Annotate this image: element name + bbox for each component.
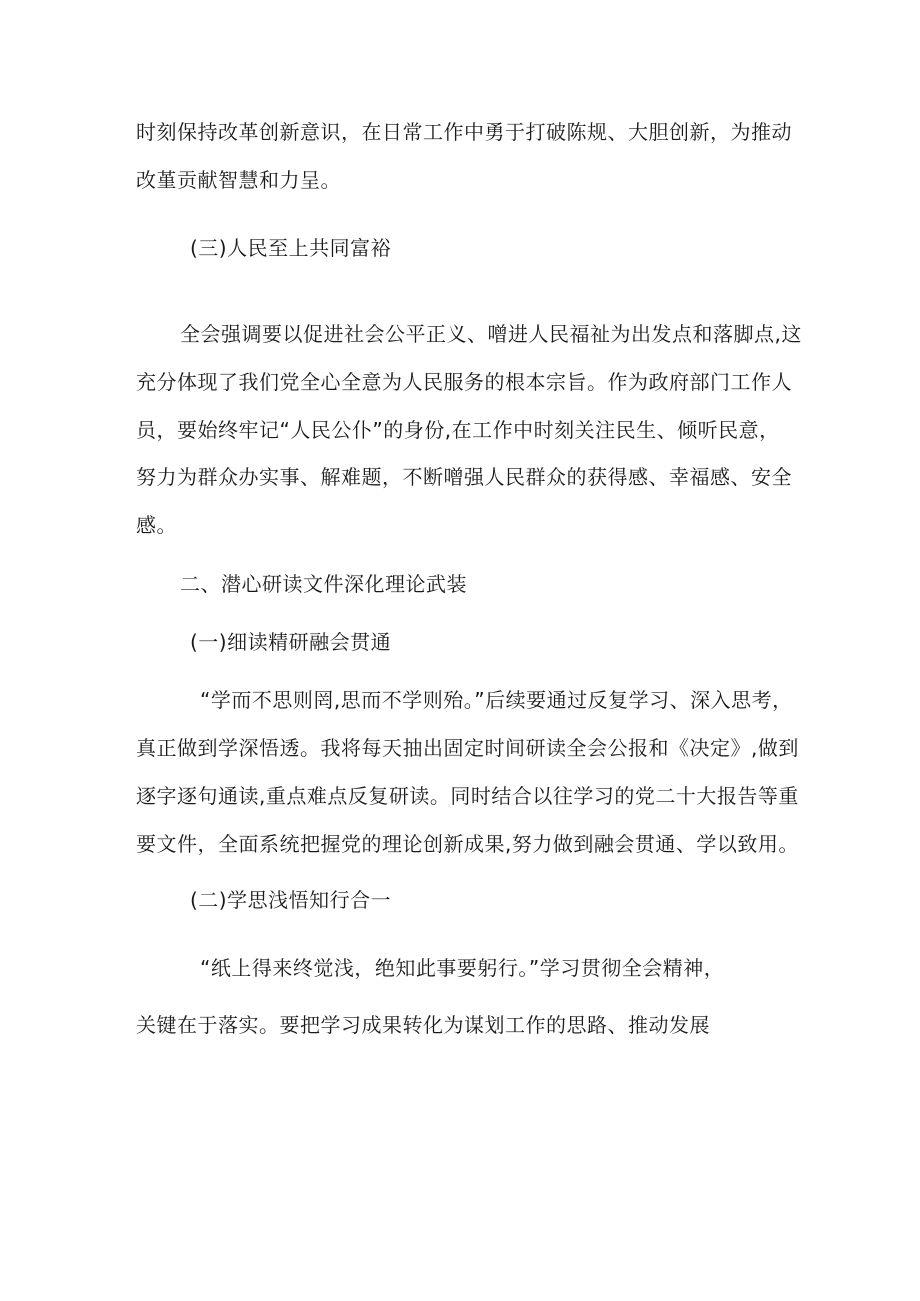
section-heading: (一)细读精研融会贯通 [190, 630, 392, 654]
text-line: 充分体现了我们党全心全意为人民服务的根本宗旨。作为政府部门工作人 [136, 370, 792, 394]
text-line: 关键在于落实。要把学习成果转化为谋划工作的思路、推动发展 [136, 1013, 710, 1037]
paragraph-first-line: 全会强调要以促进社会公平正义、噌进人民福祉为出发点和落脚点,这 [180, 322, 802, 346]
chapter-heading: 二、潜心研读文件深化理论武装 [180, 572, 467, 596]
text-line: 要文件，全面系统把握党的理论创新成果,努力做到融会贯通、学以致用。 [136, 832, 799, 856]
paragraph-first-line: “学而不思则罔,思而不学则殆。”后续要通过反复学习、深入思考， [200, 688, 793, 712]
section-heading: (二)学思浅悟知行合一 [190, 888, 392, 912]
text-line: 真正做到学深悟透。我将每天抽出固定时间研读全会公报和《决定》,做到 [136, 736, 799, 760]
text-line: 逐字逐句通读,重点难点反复研读。同时结合以往学习的党二十大报告等重 [136, 784, 799, 808]
text-line: 改堇贡献智慧和力呈。 [136, 168, 341, 192]
text-line: 员，要始终牢记“人民公仆”的身份,在工作中时刻关注民生、倾听民意， [136, 418, 780, 442]
text-line: 时刻保持改革创新意识，在日常工作中勇于打破陈规、大胆创新，为推动 [136, 120, 792, 144]
text-line: 感。 [136, 513, 177, 537]
section-heading: (三)人民至上共同富裕 [190, 236, 392, 260]
text-line: 努力为群众办实事、解难题，不断噌强人民群众的获得感、幸福感、安全 [136, 465, 792, 489]
paragraph-first-line: “纸上得来终觉浅，绝知此事要躬行。”学习贯彻全会精神， [200, 956, 725, 980]
